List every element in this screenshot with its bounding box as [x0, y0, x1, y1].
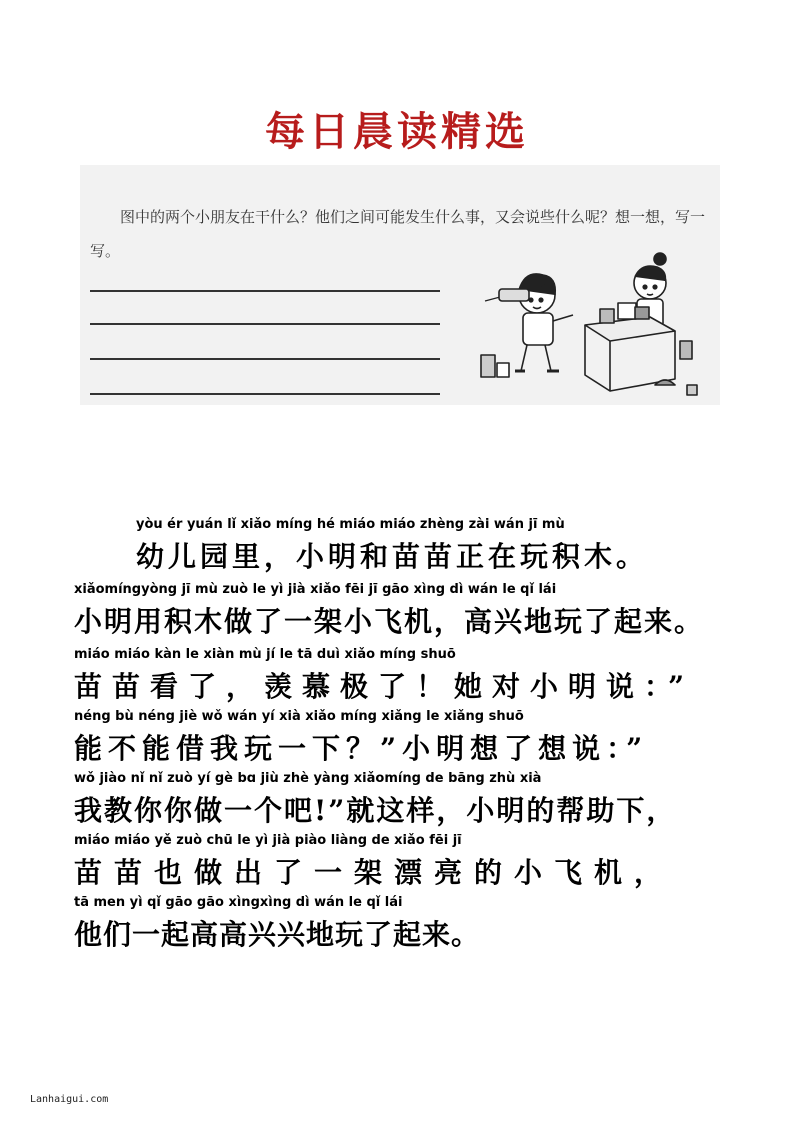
reading-line [74, 771, 774, 833]
writing-line[interactable] [90, 358, 440, 360]
writing-line[interactable] [90, 393, 440, 395]
pinyin-line: yòu ér yuán lǐ xiǎo míng hé miáo miáo zhèng zài wán jī mù [136, 517, 565, 532]
writing-line[interactable] [90, 290, 440, 292]
hanzi-line: 小明用积木做了一架小飞机，高兴地玩了起来。 [74, 605, 705, 638]
exercise-prompt: 图中的两个小朋友在干什么？他们之间可能发生什么事，又会说些什么呢？想一想，写一写。 [90, 208, 706, 260]
pinyin-line: miáo miáo kàn le xiàn mù jí le tā duì xiǎo míng shuō [74, 647, 456, 662]
pinyin-line: néng bù néng jiè wǒ wán yí xià xiǎo míng xiǎng le xiǎng shuō [74, 709, 524, 724]
hanzi-line: 能不能借我玩一下？”小明想了想说：” [74, 732, 649, 765]
hanzi-line: 苗苗也做出了一架漂亮的小飞机， [74, 856, 675, 889]
footer-site: Lanhaigui.com [30, 1094, 109, 1105]
children-building-blocks-illustration [475, 245, 705, 405]
reading-line [74, 833, 774, 895]
exercise-panel [80, 165, 720, 405]
reading-line [74, 709, 774, 771]
writing-line[interactable] [90, 323, 440, 325]
reading-line [74, 647, 774, 709]
reading-line [74, 582, 774, 644]
pinyin-line: miáo miáo yě zuò chū le yì jià piào liàng de xiǎo fēi jī [74, 833, 462, 848]
hanzi-line: 我教你你做一个吧!”就这样，小明的帮助下， [74, 794, 677, 827]
page-title: 每日晨读精选 [265, 108, 529, 155]
reading-line [74, 517, 774, 579]
pinyin-line: xiǎomíngyòng jī mù zuò le yì jià xiǎo fēi jī gāo xìng dì wán le qǐ lái [74, 582, 557, 597]
hanzi-line: 幼儿园里，小明和苗苗正在玩积木。 [136, 540, 649, 573]
reading-line [74, 895, 774, 957]
hanzi-line: 苗苗看了，羡慕极了！她对小明说：” [74, 670, 695, 703]
pinyin-line: wǒ jiào nǐ nǐ zuò yí gè bɑ jiù zhè yàng xiǎomíng de bāng zhù xià [74, 771, 542, 786]
pinyin-line: tā men yì qǐ gāo gāo xìngxìng dì wán le qǐ lái [74, 895, 403, 910]
hanzi-line: 他们一起高高兴兴地玩了起来。 [74, 918, 481, 951]
